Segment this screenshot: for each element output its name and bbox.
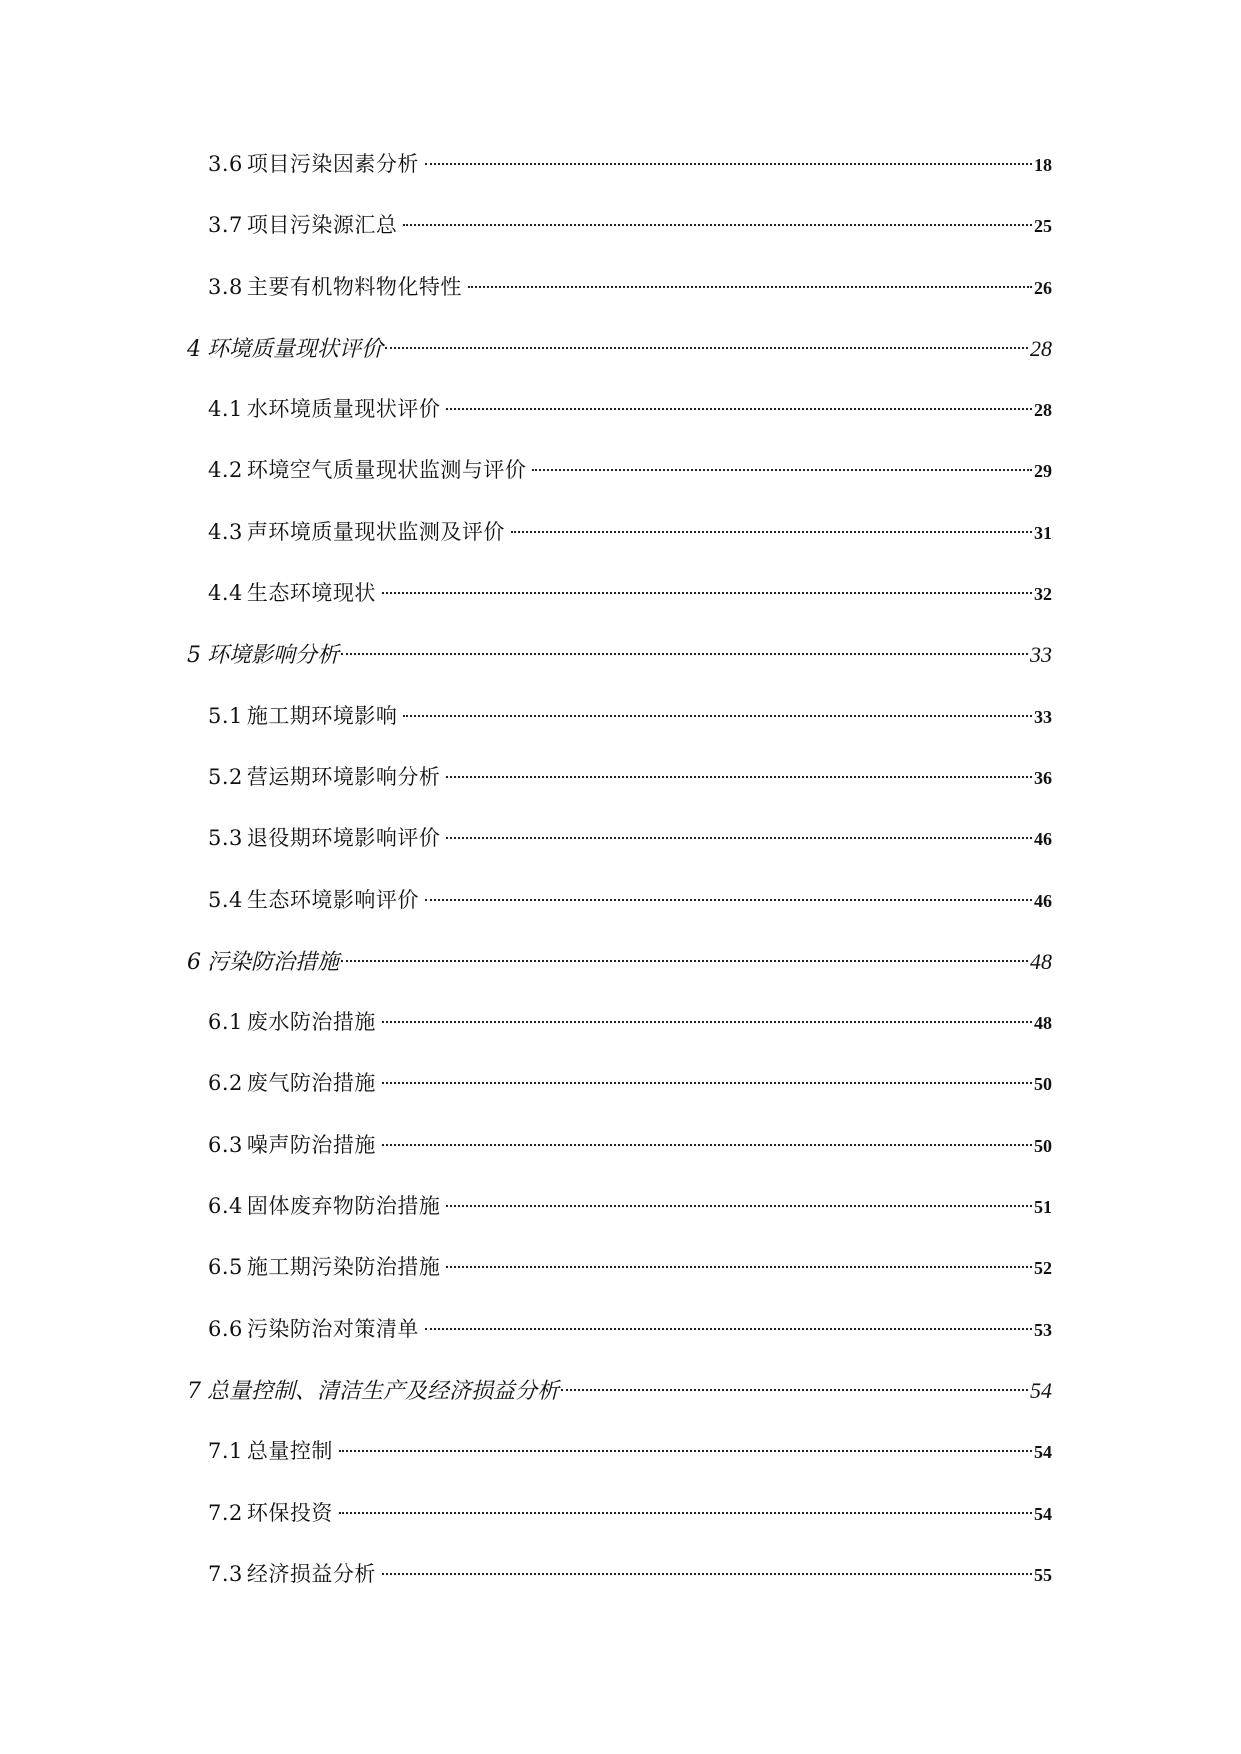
toc-entry-6-5[interactable] [0,1251,1241,1312]
toc-entry-number: 3.7 [208,213,243,238]
toc-entry-title: 退役期环境影响评价 [246,826,441,851]
toc-entry-title: 污染防治对策清单 [246,1316,419,1341]
toc-entry-page: 53 [1034,1319,1052,1340]
toc-entry-number: 6.3 [208,1132,243,1157]
toc-entry-page: 50 [1034,1074,1052,1095]
toc-entry-title: 废气防治措施 [246,1071,376,1096]
toc-entry-number: 6.6 [208,1316,243,1341]
toc-entry-title: 总量控制 [246,1439,333,1464]
toc-entry-title: 项目污染源汇总 [246,213,398,238]
dot-leader [425,163,1032,165]
dot-leader [403,224,1032,226]
toc-entry-6-6[interactable] [0,1313,1241,1374]
toc-entry-number: 3.8 [208,274,243,299]
toc-entry-title: 项目污染因素分析 [246,152,419,176]
toc-entry-title: 声环境质量现状监测及评价 [246,519,505,544]
toc-chapter-number: 5 [187,643,201,669]
dot-leader [425,1328,1032,1330]
toc-entry-title: 固体废弃物防治措施 [246,1194,441,1219]
dot-leader [382,1082,1032,1084]
toc-entry-page: 46 [1034,890,1052,911]
toc-entry-page: 52 [1034,1258,1052,1279]
toc-entry-6-1[interactable] [0,1006,1241,1067]
toc-entry-number: 7.3 [208,1561,243,1586]
toc-entry-title: 施工期污染防治措施 [246,1255,441,1280]
dot-leader [446,1266,1032,1268]
toc-entry-number: 5.1 [208,703,243,728]
toc-chapter-page: 54 [1030,1377,1052,1403]
dot-leader [382,1144,1032,1146]
toc-chapter-title: 环境质量现状评价 [207,336,384,362]
dot-leader [532,469,1032,471]
toc-entry-page: 18 [1034,155,1052,175]
toc-entry-title: 环保投资 [246,1500,333,1525]
toc-entry-page: 29 [1034,461,1052,482]
toc-entry-title: 生态环境影响评价 [246,887,419,912]
toc-entry-page: 28 [1034,400,1052,421]
dot-leader [511,531,1032,533]
toc-entry-4-1[interactable] [0,393,1241,454]
dot-leader [403,715,1032,717]
toc-entry-number: 7.1 [208,1439,243,1464]
toc-entry-3-7[interactable] [0,209,1241,270]
toc-entry-number: 5.2 [208,764,243,789]
toc-entry-number: 5.3 [208,826,243,851]
toc-chapter-title: 总量控制、清洁生产及经济损益分析 [207,1378,560,1404]
toc-entry-page: 31 [1034,522,1052,543]
dot-leader [446,837,1032,839]
toc-entry-7-1[interactable] [0,1435,1241,1496]
toc-entry-title: 废水防治措施 [246,1010,376,1035]
toc-chapter-title: 污染防治措施 [207,949,340,975]
toc-entry-3-6[interactable] [0,148,1241,209]
toc-chapter-title: 环境影响分析 [207,643,340,669]
dot-leader [382,592,1032,594]
toc-entry-page: 54 [1034,1442,1052,1463]
dot-leader [339,1450,1032,1452]
toc-entry-page: 48 [1034,1013,1052,1034]
toc-entry-number: 6.1 [208,1010,243,1035]
toc-entry-title: 施工期环境影响 [246,703,398,728]
dot-leader [382,1573,1032,1575]
toc-entry-6-3[interactable] [0,1129,1241,1190]
toc-chapter-number: 6 [187,949,201,975]
dot-leader [468,286,1032,288]
dot-leader [385,347,1028,349]
toc-entry-number: 6.2 [208,1071,243,1096]
toc-entry-6-4[interactable] [0,1190,1241,1251]
toc-entry-title: 水环境质量现状评价 [246,397,441,422]
toc-chapter-page: 33 [1030,642,1052,668]
toc-entry-5-3[interactable] [0,822,1241,883]
toc-entry-number: 6.4 [208,1194,243,1219]
toc-chapter-number: 7 [187,1378,201,1404]
toc-chapter-page: 28 [1030,335,1052,361]
toc-entry-number: 6.5 [208,1255,243,1280]
table-of-contents [0,148,1241,1619]
toc-entry-3-8[interactable] [0,271,1241,332]
dot-leader [341,653,1028,655]
toc-entry-page: 32 [1034,584,1052,605]
toc-entry-title: 噪声防治措施 [246,1132,376,1157]
dot-leader [446,1205,1032,1207]
toc-entry-title: 生态环境现状 [246,581,376,606]
toc-chapter-number: 4 [187,336,201,362]
dot-leader [446,776,1032,778]
toc-chapter-7[interactable] [0,1374,1241,1435]
dot-leader [561,1389,1028,1391]
dot-leader [446,408,1032,410]
toc-entry-4-4[interactable] [0,577,1241,638]
toc-entry-6-2[interactable] [0,1067,1241,1128]
toc-entry-number: 4.4 [208,581,243,606]
dot-leader [425,899,1032,901]
dot-leader [382,1021,1032,1023]
toc-entry-page: 46 [1034,829,1052,850]
toc-entry-5-4[interactable] [0,884,1241,945]
dot-leader [341,960,1028,962]
toc-entry-page: 25 [1034,216,1052,237]
toc-entry-page: 36 [1034,767,1052,788]
toc-entry-4-3[interactable] [0,516,1241,577]
toc-chapter-5[interactable] [0,638,1241,699]
toc-entry-page: 50 [1034,1135,1052,1156]
toc-entry-5-2[interactable] [0,761,1241,822]
toc-entry-number: 5.4 [208,887,243,912]
dot-leader [339,1512,1032,1514]
toc-entry-number: 4.1 [208,397,243,422]
toc-entry-number: 4.2 [208,458,243,483]
toc-entry-page: 54 [1034,1503,1052,1524]
toc-entry-5-1[interactable] [0,700,1241,761]
toc-entry-page: 51 [1034,1197,1052,1218]
toc-entry-title: 主要有机物料物化特性 [246,274,462,299]
toc-chapter-6[interactable] [0,945,1241,1006]
toc-entry-page: 26 [1034,277,1052,298]
toc-entry-number: 7.2 [208,1500,243,1525]
toc-entry-number: 4.3 [208,519,243,544]
toc-entry-title: 经济损益分析 [246,1561,376,1586]
toc-entry-title: 营运期环境影响分析 [246,764,441,789]
toc-entry-4-2[interactable] [0,454,1241,515]
toc-entry-page: 55 [1034,1564,1052,1585]
toc-chapter-4[interactable] [0,332,1241,393]
toc-chapter-page: 48 [1030,948,1052,974]
toc-entry-title: 环境空气质量现状监测与评价 [246,458,527,483]
toc-entry-number: 3.6 [208,152,243,176]
toc-entry-7-2[interactable] [0,1497,1241,1558]
toc-entry-7-3[interactable] [0,1558,1241,1619]
toc-entry-page: 33 [1034,706,1052,727]
